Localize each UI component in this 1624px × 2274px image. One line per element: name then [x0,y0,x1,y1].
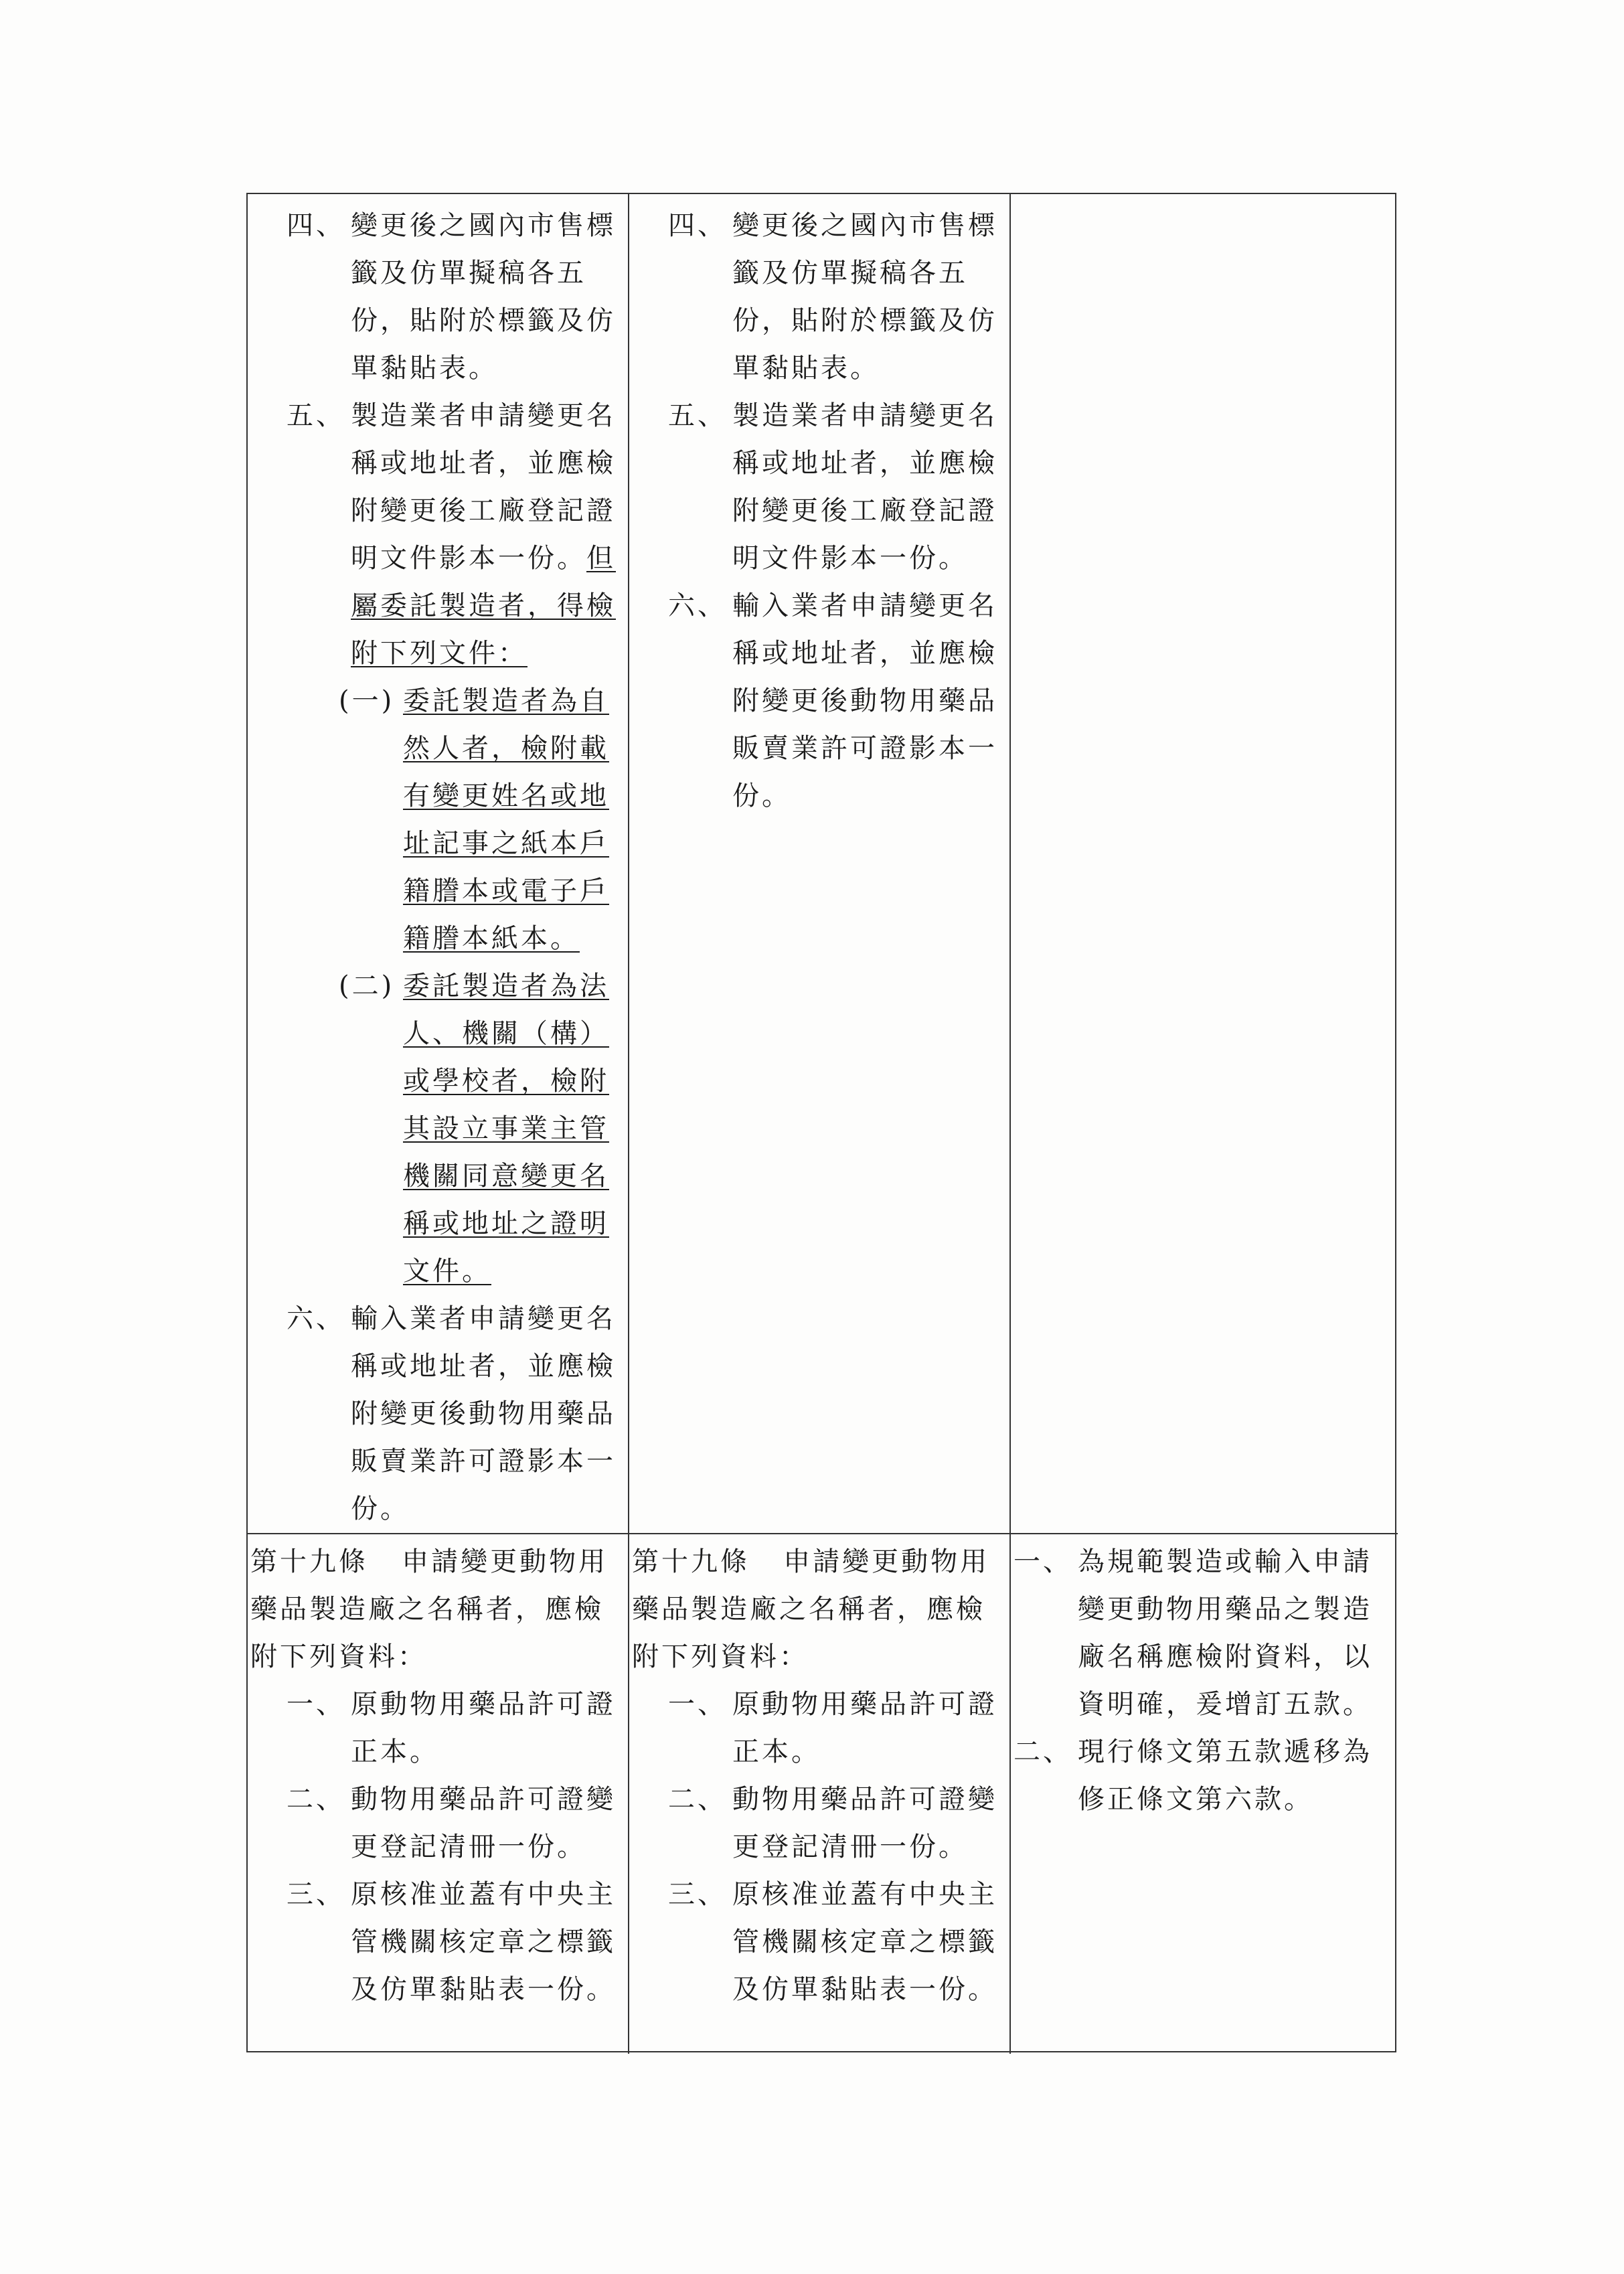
item-number: 三、 [668,1879,727,1910]
item-number: 五、 [668,400,727,431]
amended-subitem-2 [250,963,625,1295]
item-text: 變更後之國內市售標籤及仿單擬稿各五份，貼附於標籤及仿單黏貼表。 [732,210,997,384]
article-item-3 [250,1871,625,2014]
current-item-4 [632,202,1007,392]
item-text: 為規範製造或輸入申請變更動物用藥品之製造廠名稱應檢附資料，以資明確，爰增訂五款。 [1078,1546,1372,1720]
item-text: 現行條文第五款遞移為修正條文第六款。 [1078,1736,1372,1815]
subitem-text: 委託製造者為法人、機關（構）或學校者，檢附其設立事業主管機關同意變更名稱或地址之證明文件。 [403,971,609,1287]
article-paragraph [632,1538,1007,1681]
explanation-item-2 [1013,1728,1395,1823]
row2-explanation-cell [1011,1534,1398,2054]
item-number: 五、 [287,400,345,431]
article-number: 第十九條 [632,1546,750,1577]
row1-explanation-cell [1011,194,1398,1534]
article-gap [750,1546,783,1577]
current-item-5 [632,392,1007,582]
article-item-1 [632,1681,1007,1776]
item-number: 二、 [1013,1736,1072,1767]
item-text: 輸入業者申請變更名稱或地址者，並應檢附變更後動物用藥品販賣業許可證影本一份。 [351,1303,616,1524]
item-text: 動物用藥品許可證變更登記清冊一份。 [351,1784,616,1862]
subitem-number: (二) [339,971,395,1001]
current-item-6 [632,582,1007,820]
item-text: 變更後之國內市售標籤及仿單擬稿各五份，貼附於標籤及仿單黏貼表。 [351,210,616,384]
amended-item-5 [250,392,625,677]
item-number: 四、 [287,210,345,241]
item-text: 動物用藥品許可證變更登記清冊一份。 [732,1784,997,1862]
item-number: 六、 [668,590,727,621]
row2-current-cell [629,1534,1011,2054]
item-number: 一、 [1013,1546,1072,1577]
comparison-table [246,193,1396,2052]
item-text-plain: 製造業者申請變更名稱或地址者，並應檢附變更後工廠登記證明文件影本一份。 [351,400,616,574]
item-text: 原動物用藥品許可證正本。 [732,1689,997,1767]
article-gap [368,1546,402,1577]
item-text [351,392,625,677]
item-number: 三、 [287,1879,345,1910]
row1-current-cell [629,194,1011,1534]
article-intro: 申請變更動物用藥品製造廠之名稱者，應檢附下列資料： [632,1546,990,1672]
item-text: 原動物用藥品許可證正本。 [351,1689,616,1767]
amended-item-4 [250,202,625,392]
item-text: 原核准並蓋有中央主管機關核定章之標籤及仿單黏貼表一份。 [351,1879,616,2005]
item-number: 四、 [668,210,727,241]
item-number: 一、 [287,1689,345,1720]
article-number: 第十九條 [250,1546,368,1577]
article-intro: 申請變更動物用藥品製造廠之名稱者，應檢附下列資料： [250,1546,608,1672]
article-item-2 [632,1776,1007,1871]
item-text: 製造業者申請變更名稱或地址者，並應檢附變更後工廠登記證明文件影本一份。 [732,400,997,574]
item-text: 原核准並蓋有中央主管機關核定章之標籤及仿單黏貼表一份。 [732,1879,997,2005]
item-text-underlined: 但屬委託製造者，得檢附下列文件： [351,543,616,669]
row2-amended-cell [248,1534,629,2054]
article-item-2 [250,1776,625,1871]
subitem-text: 委託製造者為自然人者，檢附載有變更姓名或地址記事之紙本戶籍謄本或電子戶籍謄本紙本。 [403,685,609,954]
subitem-number: (一) [339,685,395,716]
item-number: 二、 [668,1784,727,1815]
item-number: 二、 [287,1784,345,1815]
item-text: 輸入業者申請變更名稱或地址者，並應檢附變更後動物用藥品販賣業許可證影本一份。 [732,590,997,811]
amended-item-6 [250,1295,625,1533]
row1-amended-cell [248,194,629,1534]
article-item-3 [632,1871,1007,2014]
article-item-1 [250,1681,625,1776]
item-number: 一、 [668,1689,727,1720]
item-number: 六、 [287,1303,345,1334]
amended-subitem-1 [250,677,625,963]
explanation-item-1 [1013,1538,1395,1728]
article-paragraph [250,1538,625,1681]
